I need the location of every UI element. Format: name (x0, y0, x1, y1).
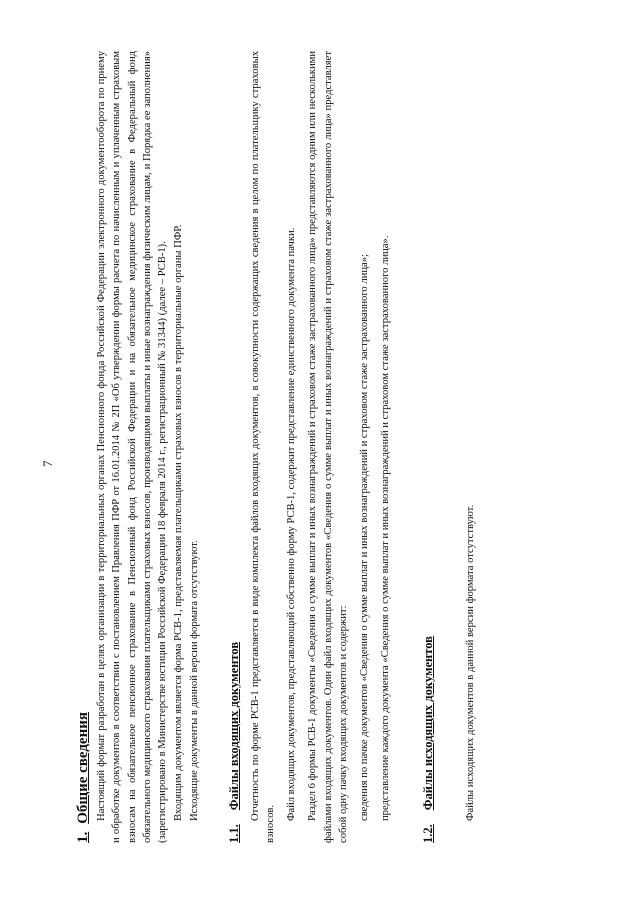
section-1-1-paragraph: представление каждого документа «Сведения о сумме выплат и иных вознаграждений и страховом стаже застрахованного лица». (380, 235, 392, 821)
section-1-heading (76, 51, 91, 843)
section-1-1-number: 1.1. (226, 824, 241, 843)
section-1-2-number: 1.2. (421, 824, 436, 843)
section-1-title: Общие сведения (75, 712, 91, 824)
section-1-1-paragraph: Файл входящих документов, представляющий собственно форму РСВ-1, содержит представление единственного документа пачки. (286, 227, 298, 821)
section-1-2-title: Файлы исходящих документов (421, 636, 436, 811)
section-1-1-paragraph: Отчетность по форме РСВ-1 представляется в виде комплекта файлов входящих документов, в совокупности содержащих сведения в целом по плательщику страховых взносов. (249, 51, 277, 843)
section-1-1-paragraph: Раздел 6 формы РСВ-1 документы «Сведения о сумме выплат и иных вознаграждений и страховом стаже застрахованного лица» представляются одним или несколькими файлами входящих документов. Один файл входящих документов «Сведения о сумме выплат и иных вознаграждений и страховом стаже застрахованного лица» представляет собой одну пачку входящих документов и содержит: (307, 51, 349, 843)
document-body (76, 51, 478, 843)
section-1-1-title: Файлы входящих документов (226, 641, 241, 811)
section-1-number: 1. (75, 831, 91, 843)
section-1-paragraph: Настоящий формат разработан в целях организации в территориальных органах Пенсионного фонда Российской Федерации электронного документооборота по приему и обработке документов в соответствии с постановлением Правления ПФР от 16.01.2014 № 2П «Об утверждении формы расчета по начисленным и уплаченным страховым взносам на обязательное пенсионное страхование в Пенсионный фонд Российской Федерации и на обязательное медицинское страхование в Федеральный фонд обязательного медицинского страхования плательщиками страховых взносов, производящими выплаты и иные вознаграждения физическим лицам, и Порядка ее заполнения» (зарегистрировано в Министерстве юстиции Российской Федерации 18 февраля 2014 г., регистрационный № 31344) (далее – РСВ-1). (96, 51, 169, 843)
section-1-1-heading (227, 51, 242, 843)
section-1-1-paragraph: сведения по пачке документов «Сведения о сумме выплат и иных вознаграждений и страховом стаже застрахованного лица»; (359, 254, 371, 821)
section-1-paragraph: Входящим документом является форма РСВ-1, представляемая плательщиками страховых взносов в территориальные органы ПФР. (173, 224, 185, 821)
page-number: 7 (40, 460, 55, 467)
section-1-2-paragraph: Файлы исходящих документов в данной версии формата отсутствуют. (464, 504, 476, 821)
section-1-2-heading (421, 51, 436, 843)
section-1-paragraph: Исходящие документы в данной версии формата отсутствуют. (189, 540, 201, 821)
